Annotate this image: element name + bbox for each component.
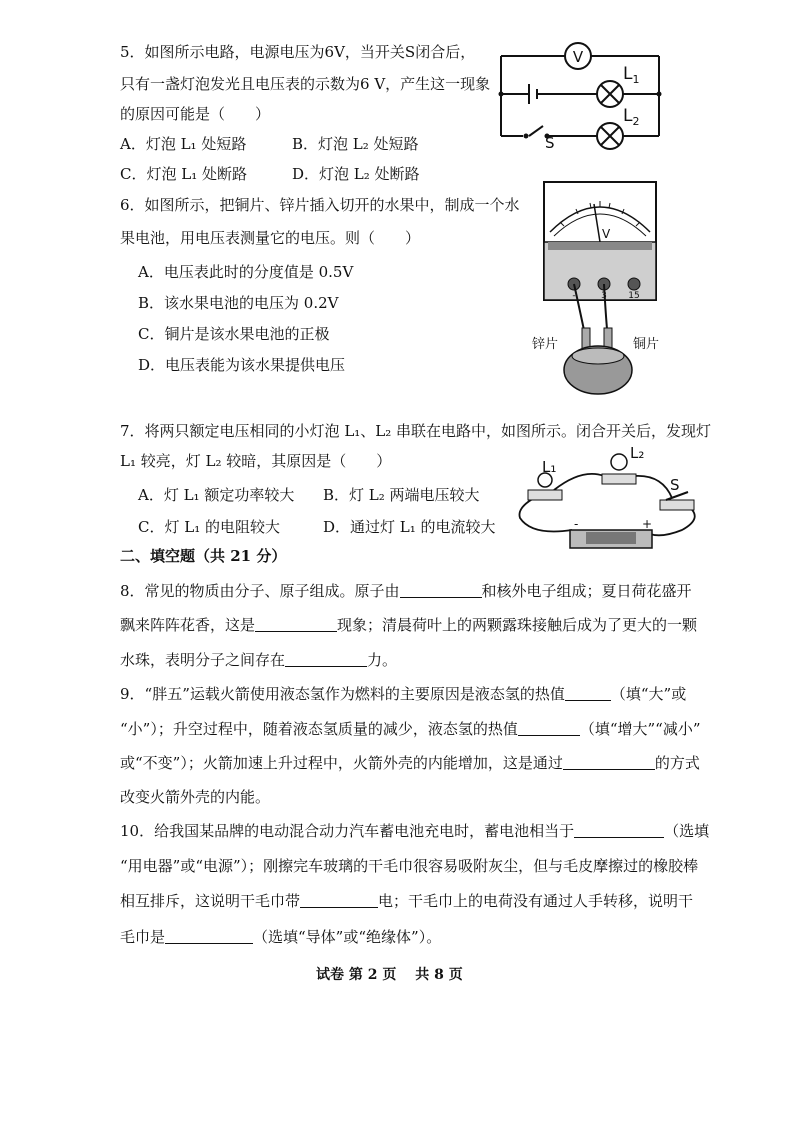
section-fill-in-title: 二、填空题（共 21 分） xyxy=(120,547,287,565)
q7-option-a: A．灯 L₁ 额定功率较大 xyxy=(138,486,295,504)
q7-series-circuit-figure xyxy=(512,446,708,554)
q5-option-b: B．灯泡 L₂ 处短路 xyxy=(292,135,419,153)
q9-line3-a: 或“不变”）；火箭加速上升过程中，火箭外壳的内能增加，这是通过 xyxy=(120,754,563,772)
q8-line3-a: 水珠，表明分子之间存在 xyxy=(120,651,286,669)
q9-line1-b: （填“大”或 xyxy=(610,685,687,703)
q8-blank-1[interactable] xyxy=(400,583,482,598)
q5-switch-label: S xyxy=(545,134,555,150)
q9-line2-b: （填“增大”“减小” xyxy=(579,720,701,738)
q6-meter-v-label: V xyxy=(602,227,611,241)
q7-stem-line2: L₁ 较亮，灯 L₂ 较暗，其原因是（ ） xyxy=(120,452,392,470)
q6-fruit-battery-figure xyxy=(530,180,670,400)
q6-copper-label: 铜片 xyxy=(633,337,660,352)
q5-voltmeter-label: V xyxy=(572,48,584,66)
q7-option-b: B．灯 L₂ 两端电压较大 xyxy=(323,486,480,504)
q9-line2 xyxy=(120,718,701,739)
q9-line1 xyxy=(120,683,686,704)
q6-stem-line1: 6．如图所示，把铜片、锌片插入切开的水果中，制成一个水 xyxy=(120,196,520,214)
q8-line1-a: 8．常见的物质由分子、原子组成。原子由 xyxy=(120,582,400,600)
q10-line1-a: 10．给我国某品牌的电动混合动力汽车蓄电池充电时，蓄电池相当于 xyxy=(120,822,575,840)
q8-blank-3[interactable] xyxy=(285,652,367,667)
q5-l2-label: L xyxy=(623,106,633,126)
q8-line1 xyxy=(120,580,692,601)
q10-line3-b: 电；干毛巾上的电荷没有通过人手转移，说明干 xyxy=(378,892,694,910)
q5-circuit-diagram xyxy=(495,38,670,150)
q9-blank-1[interactable] xyxy=(565,686,611,701)
q5-l1-sub: 1 xyxy=(632,73,640,86)
q9-line3 xyxy=(120,752,700,773)
q8-line2-a: 飘来阵阵花香，这是 xyxy=(120,616,256,634)
q6-zinc-label: 锌片 xyxy=(532,337,559,352)
q6-stem-line2: 果电池，用电压表测量它的电压。则（ ） xyxy=(120,229,421,247)
q6-option-a: A．电压表此时的分度值是 0.5V xyxy=(138,263,354,281)
q7-stem-line1: 7．将两只额定电压相同的小灯泡 L₁、L₂ 串联在电路中，如图所示。闭合开关后，发现灯 xyxy=(120,422,712,440)
q7-switch-label: S xyxy=(670,476,680,494)
q8-line3 xyxy=(120,649,397,670)
q10-line4 xyxy=(120,926,441,947)
page-footer: 试卷 第 2 页 共 8 页 xyxy=(316,967,463,983)
q8-line2-b: 现象；清晨荷叶上的两颗露珠接触后成为了更大的一颗 xyxy=(337,616,698,634)
q7-battery-plus: + xyxy=(642,517,653,531)
q5-l2-sub: 2 xyxy=(632,115,640,128)
q10-line2: “用电器”或“电源”）；刚擦完车玻璃的干毛巾很容易吸附灰尘，但与毛皮摩擦过的橡胶棒 xyxy=(120,857,699,875)
q10-line3 xyxy=(120,890,693,911)
q10-blank-1[interactable] xyxy=(574,823,664,838)
q8-line2 xyxy=(120,614,697,635)
q5-stem-line1: 5．如图所示电路，电源电压为6V，当开关S闭合后， xyxy=(120,43,476,61)
q10-blank-3[interactable] xyxy=(165,929,253,944)
svg-text:L2 xyxy=(623,106,639,128)
q6-terminal-minus: - xyxy=(572,291,576,301)
q9-blank-2[interactable] xyxy=(518,721,580,736)
q7-option-c: C．灯 L₁ 的电阻较大 xyxy=(138,518,280,536)
q6-terminal-3: 3 xyxy=(601,291,607,301)
q9-line2-a: “小”）；升空过程中，随着液态氢质量的减少，液态氢的热值 xyxy=(120,720,518,738)
q9-blank-3[interactable] xyxy=(563,755,655,770)
q6-terminal-15: 15 xyxy=(628,291,640,301)
q5-option-a: A．灯泡 L₁ 处短路 xyxy=(120,135,247,153)
q7-battery-minus: - xyxy=(574,517,579,531)
q5-option-d: D．灯泡 L₂ 处断路 xyxy=(292,165,420,183)
q5-l1-label: L xyxy=(623,64,633,84)
q10-line3-a: 相互排斥，这说明干毛巾带 xyxy=(120,892,301,910)
q5-option-c: C．灯泡 L₁ 处断路 xyxy=(120,165,247,183)
q7-l1-label: L₁ xyxy=(542,458,557,476)
q6-option-b: B．该水果电池的电压为 0.2V xyxy=(138,294,339,312)
q10-line4-b: （选填“导体”或“绝缘体”）。 xyxy=(253,928,442,946)
q9-line3-b: 的方式 xyxy=(654,754,700,772)
q7-bulb-l2 xyxy=(611,454,627,470)
q10-line1-b: （选填 xyxy=(664,822,710,840)
q9-line1-a: 9．“胖五”运载火箭使用液态氢作为燃料的主要原因是液态氢的热值 xyxy=(120,685,565,703)
q10-line1 xyxy=(120,820,709,841)
q8-line3-b: 力。 xyxy=(367,651,398,669)
q8-blank-2[interactable] xyxy=(255,617,337,632)
q6-option-d: D．电压表能为该水果提供电压 xyxy=(138,356,346,374)
q10-blank-2[interactable] xyxy=(300,893,378,908)
q7-l2-label: L₂ xyxy=(630,446,645,462)
svg-text:L1 xyxy=(623,64,639,86)
q5-stem-line3: 的原因可能是（ ） xyxy=(120,105,271,123)
q5-stem-line2: 只有一盏灯泡发光且电压表的示数为6 V，产生这一现象 xyxy=(120,75,491,93)
q8-line1-b: 和核外电子组成；夏日荷花盛开 xyxy=(481,582,692,600)
q9-line4: 改变火箭外壳的内能。 xyxy=(120,788,271,806)
q7-option-d: D．通过灯 L₁ 的电流较大 xyxy=(323,518,496,536)
q6-option-c: C．铜片是该水果电池的正极 xyxy=(138,325,330,343)
q10-line4-a: 毛巾是 xyxy=(120,928,166,946)
